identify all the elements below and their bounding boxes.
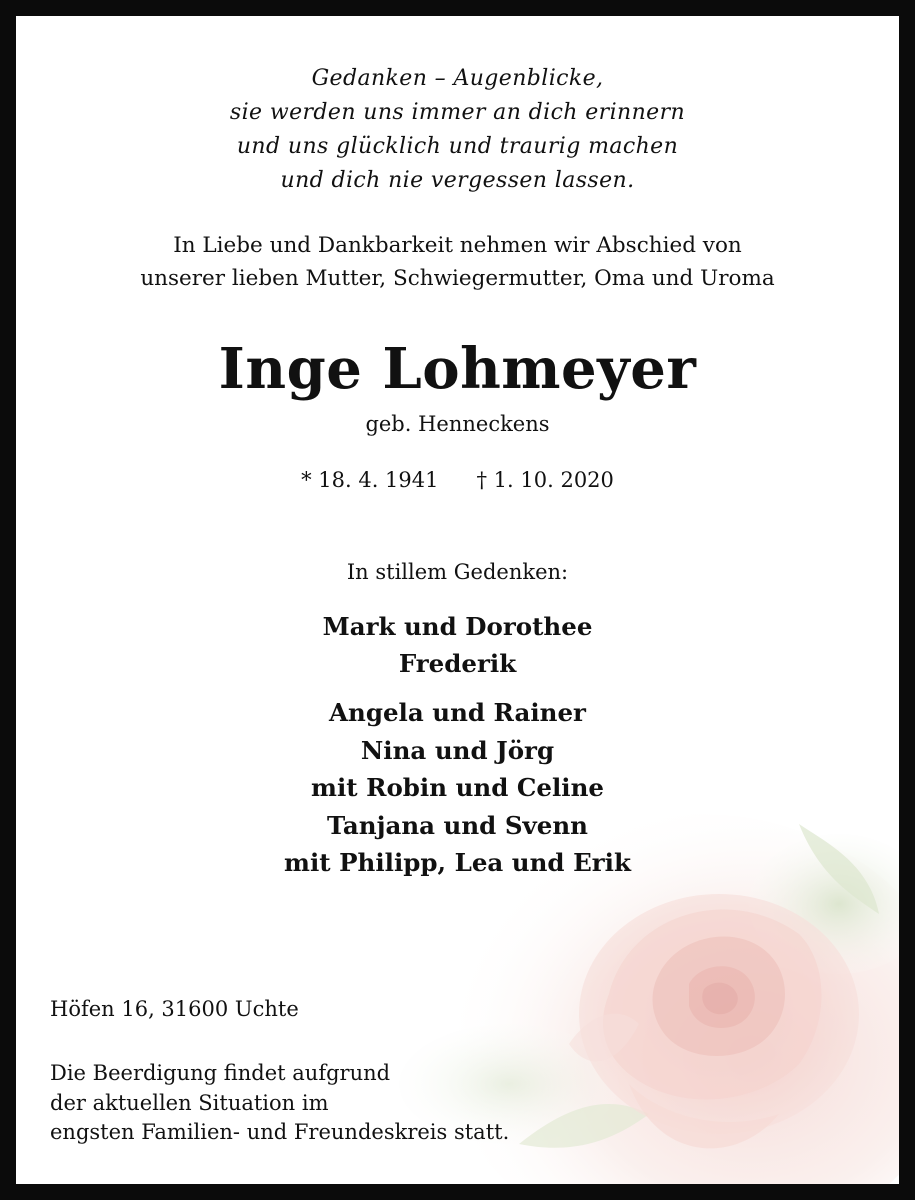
poem-line: und dich nie vergessen lassen. — [280, 168, 635, 193]
memory-heading: In stillem Gedenken: — [346, 560, 569, 584]
funeral-note-line: engsten Familien- und Freundeskreis statt. — [50, 1120, 510, 1144]
death-date: † 1. 10. 2020 — [476, 468, 614, 492]
address: Höfen 16, 31600 Uchte — [50, 997, 299, 1021]
poem-line: sie werden uns immer an dich erinnern — [229, 100, 686, 125]
poem-line: Gedanken – Augenblicke, — [311, 66, 604, 91]
mourners-group-2 — [16, 694, 899, 882]
mourner-line: Tanjana und Svenn — [327, 810, 588, 840]
poem-line: und uns glücklich und traurig machen — [236, 134, 679, 159]
mourner-line: Nina und Jörg — [360, 735, 555, 765]
intro-line: unserer lieben Mutter, Schwiegermutter, Oma und Uroma — [140, 266, 775, 291]
mourner-line: Frederik — [398, 649, 517, 678]
funeral-note-line: der aktuellen Situation im — [50, 1090, 329, 1115]
deceased-name: Inge Lohmeyer — [218, 336, 697, 402]
mourner-line: Mark und Dorothee — [322, 612, 593, 641]
maiden-name: geb. Henneckens — [365, 412, 550, 436]
poem — [16, 62, 899, 198]
funeral-note-line: Die Beerdigung findet aufgrund — [50, 1061, 391, 1085]
life-dates — [16, 465, 899, 495]
mourners-group-1 — [16, 608, 899, 682]
mourner-line: mit Philipp, Lea und Erik — [284, 848, 631, 877]
mourner-line: mit Robin und Celine — [311, 773, 604, 802]
farewell-intro — [16, 229, 899, 295]
intro-line: In Liebe und Dankbarkeit nehmen wir Abschied von — [173, 233, 742, 258]
birth-date: * 18. 4. 1941 — [301, 468, 439, 492]
funeral-note — [50, 1059, 509, 1148]
mourner-line: Angela und Rainer — [329, 698, 586, 727]
